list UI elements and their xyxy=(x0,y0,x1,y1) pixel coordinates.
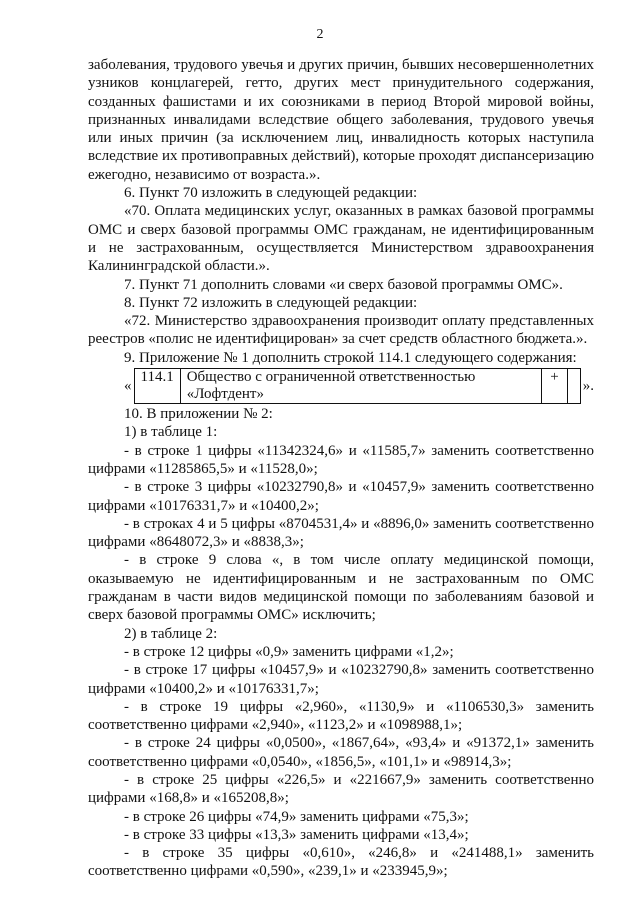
table-cell-mark: + xyxy=(541,369,566,403)
paragraph: - в строке 26 цифры «74,9» заменить цифрами «75,3»; xyxy=(124,808,469,825)
paragraph: 6. Пункт 70 изложить в следующей редакции: xyxy=(124,185,418,202)
table-row xyxy=(134,368,581,404)
open-quote: « xyxy=(124,377,132,394)
paragraph: 1) в таблице 1: xyxy=(124,424,218,441)
table-cell-empty xyxy=(567,369,580,403)
paragraph: - в строках 4 и 5 цифры «8704531,4» и «8896,0» заменить соответственно цифрами «8648072,3» и «8838,3»; xyxy=(88,515,594,551)
paragraph: - в строке 35 цифры «0,610», «246,8» и «241488,1» заменить соответственно цифрами «0,590», «239,1» и «233945,9»; xyxy=(88,845,594,880)
paragraph: - в строке 3 цифры «10232790,8» и «10457,9» заменить соответственно цифрами «10176331,7» и «10400,2»; xyxy=(88,479,594,514)
paragraph: «70. Оплата медицинских услуг, оказанных в рамках базовой программы ОМС и сверх базовой программы ОМС гражданам, не идентифицированным и не застрахованным, осуществляется Министерством здравоохранения Калининградской области.». xyxy=(88,203,594,275)
paragraph: - в строке 25 цифры «226,5» и «221667,9» заменить соответственно цифрами «168,8» и «165208,8»; xyxy=(88,771,594,807)
paragraph: - в строке 33 цифры «13,3» заменить цифрами «13,4»; xyxy=(124,826,469,843)
paragraph: - в строке 12 цифры «0,9» заменить цифрами «1,2»; xyxy=(124,643,454,660)
paragraph: - в строке 1 цифры «11342324,6» и «11585,7» заменить соответственно цифрами «11285865,5» и «11528,0»; xyxy=(88,442,594,477)
table-cell-organization: Общество с ограниченной ответственностью «Лофтдент» xyxy=(180,369,542,403)
inserted-table-row xyxy=(124,368,594,404)
paragraph: 10. В приложении № 2: xyxy=(124,406,273,423)
paragraph: - в строке 9 слова «, в том числе оплату медицинской помощи, оказываемую не идентифицированным и не застрахованным по ОМС гражданам в части видов медицинской помощи по заболеваниям базовой и сверх базовой программы ОМС» исключить; xyxy=(88,552,594,624)
paragraph: 7. Пункт 71 дополнить словами «и сверх базовой программы ОМС». xyxy=(124,276,563,293)
page-number: 2 xyxy=(316,27,324,42)
paragraph: - в строке 19 цифры «2,960», «1130,9» и «1106530,3» заменить соответственно цифрами «2,940», «1123,2» и «1098988,1»; xyxy=(88,698,594,734)
paragraph: 9. Приложение № 1 дополнить строкой 114.1 следующего содержания: xyxy=(124,349,577,366)
paragraph: 2) в таблице 2: xyxy=(124,625,218,642)
paragraph: 8. Пункт 72 изложить в следующей редакции: xyxy=(124,294,418,311)
paragraph: - в строке 17 цифры «10457,9» и «10232790,8» заменить соответственно цифрами «10400,2» и «10176331,7»; xyxy=(88,662,594,697)
table-cell-number: 114.1 xyxy=(140,369,174,386)
paragraph: «72. Министерство здравоохранения производит оплату представленных реестров «полис не идентифицирован» за счет средств областного бюджета.». xyxy=(88,313,594,348)
paragraph: заболевания, трудового увечья и других причин, бывших несовершеннолетних узников концлагерей, гетто, других мест принудительного содержания, созданных фашистами и их союзниками в период Второй мировой войны, признанных инвалидами вследствие общего заболевания, трудового увечья или иных причин (за исключением лиц, инвалидность которых наступила вследствие их противоправных действий), которые проходят диспансеризацию ежегодно, независимо от возраста.». xyxy=(88,57,594,183)
document-body xyxy=(88,56,594,881)
paragraph: - в строке 24 цифры «0,0500», «1867,64», «93,4» и «91372,1» заменить соответственно цифрами «0,0540», «1856,5», «101,1» и «98914,3»; xyxy=(88,735,594,770)
close-quote: ». xyxy=(582,377,594,394)
